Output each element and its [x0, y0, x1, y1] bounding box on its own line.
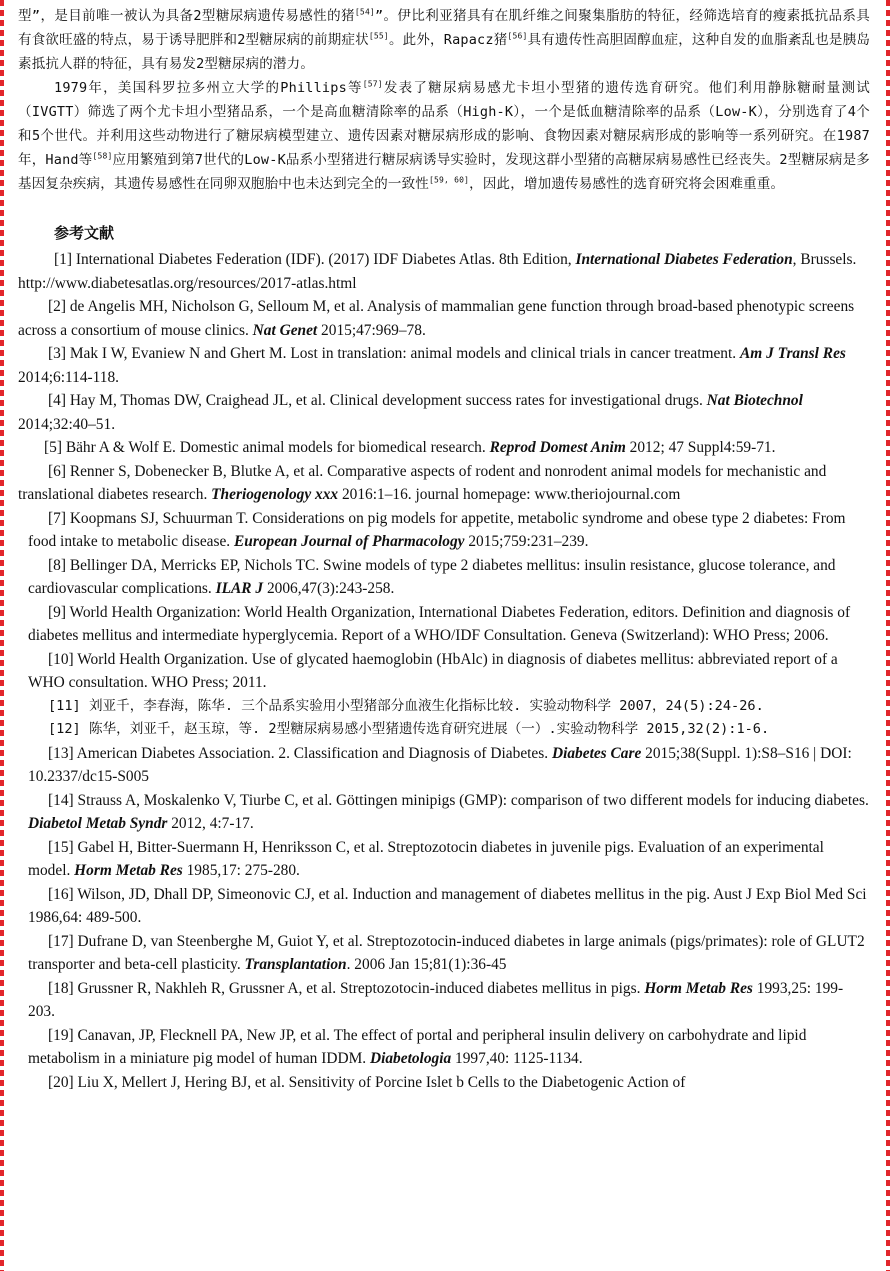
reference-text: Wilson, JD, Dhall DP, Simeonovic CJ, et al. Induction and management of diabetes mellitus in the pig. Aust J Exp Biol Med Sci 1986,64: 489-500. [28, 885, 867, 926]
reference-journal: Nat Biotechnol [706, 392, 803, 409]
reference-text: American Diabetes Association. 2. Classification and Diagnosis of Diabetes. [76, 744, 552, 762]
reference-number: [4] [48, 392, 66, 409]
reference-number: [19] [48, 1026, 74, 1044]
reference-item [18, 930, 870, 977]
reference-journal: Nat Genet [252, 321, 318, 339]
reference-details: 2014;32:40–51. [18, 415, 116, 433]
reference-text: Koopmans SJ, Schuurman T. Considerations on pig models for appetite, metabolic syndrome and obese type 2 diabetes: From food intake to metabolic disease. [28, 509, 846, 550]
reference-journal: Transplantation [244, 956, 347, 973]
reference-item [18, 601, 870, 648]
reference-item [18, 695, 870, 719]
reference-item [18, 1024, 870, 1071]
reference-details: 2012, 4:7-17. [167, 815, 254, 832]
reference-journal: Diabetol Metab Syndr [28, 815, 168, 832]
reference-journal: ILAR J [215, 580, 264, 597]
reference-number: [7] [48, 509, 66, 527]
reference-details: , Brussels. http://www.diabetesatlas.org/resources/2017-atlas.html [18, 251, 857, 292]
reference-details: 1985,17: 275-280. [182, 862, 300, 879]
reference-details: 2015;47:969–78. [317, 321, 426, 339]
reference-text: Strauss A, Moskalenko V, Tiurbe C, et al. Göttingen minipigs (GMP): comparison of two different models for inducing diabetes. [77, 791, 869, 809]
reference-details: 2014;6:114-118. [18, 368, 120, 386]
reference-journal: Horm Metab Res [74, 862, 183, 879]
reference-number: [16] [48, 885, 74, 903]
reference-text: 刘亚千，李春海，陈华. 三个品系实验用小型猪部分血液生化指标比较. 实验动物科学 2007，24(5):24-26. [88, 697, 764, 714]
reference-text: Bellinger DA, Merricks EP, Nichols TC. Swine models of type 2 diabetes mellitus: insulin resistance, glucose tolerance, and cardiovascular complications. [28, 556, 836, 597]
reference-text: Grussner R, Nakhleh R, Grussner A, et al. Streptozotocin-induced diabetes mellitus in pigs. [77, 979, 645, 997]
reference-item [18, 507, 870, 554]
reference-details: 2015;38(Suppl. 1):S8–S16 | DOI: 10.2337/dc15-S005 [28, 744, 852, 785]
reference-journal: Diabetes Care [551, 744, 642, 762]
citation-58: [58] [92, 151, 113, 161]
reference-number: [14] [48, 791, 74, 809]
reference-number: [12] [48, 721, 81, 737]
reference-number: [20] [48, 1073, 74, 1091]
citation-59-60: [59, 60] [429, 175, 470, 185]
reference-item [18, 389, 870, 436]
citation-55: [55] [368, 31, 389, 41]
reference-text: Liu X, Mellert J, Hering BJ, et al. Sensitivity of Porcine Islet b Cells to the Diabetogenic Action of [77, 1073, 686, 1091]
reference-details: 2015;759:231–239. [464, 533, 589, 550]
reference-journal: Theriogenology xxx [211, 486, 339, 503]
references-list [18, 248, 870, 1094]
reference-text: Mak I W, Evaniew N and Ghert M. Lost in translation: animal models and clinical trials in cancer treatment. [69, 345, 740, 362]
reference-item [18, 436, 870, 460]
reference-text: Hay M, Thomas DW, Craighead JL, et al. Clinical development success rates for investigational drugs. [69, 392, 707, 409]
reference-item [18, 342, 870, 389]
reference-text: 陈华，刘亚千，赵玉琼，等. 2型糖尿病易感小型猪遗传选育研究进展（一）.实验动物科学 2015,32(2):1-6. [88, 721, 770, 737]
reference-number: [3] [48, 345, 66, 362]
reference-number: [18] [48, 979, 74, 997]
reference-journal: European Journal of Pharmacology [234, 533, 465, 550]
citation-57: [57] [362, 79, 383, 89]
intro-paragraph-1: 型”，是目前唯一被认为具备2型糖尿病遗传易感性的猪[54]”。伊比利亚猪具有在肌纤维之间聚集脂肪的特征，经筛选培育的瘦素抵抗品系具有食欲旺盛的特点，易于诱导肥胖和2型糖尿病的前期症状[55]。此外，Rapacz猪[56]具有遗传性高胆固醇血症，这种自发的血脂紊乱也是胰岛素抵抗人群的特征，具有易发2型糖尿病的潜力。 [18, 7, 871, 72]
reference-text: de Angelis MH, Nicholson G, Selloum M, et al. Analysis of mammalian gene function through broad-based phenotypic screens across a consortium of mouse clinics. [18, 298, 855, 339]
reference-journal: Diabetologia [369, 1050, 452, 1067]
left-dashed-border [0, 0, 4, 1271]
reference-number: [5] [44, 439, 62, 456]
reference-item [18, 1071, 870, 1095]
reference-number: [6] [48, 462, 66, 480]
intro-section [18, 4, 870, 196]
reference-item [18, 718, 870, 742]
reference-text: World Health Organization. Use of glycated haemoglobin (HbAlc) in diagnosis of diabetes mellitus: abbreviated report of a WHO consultation. WHO Press; 2011. [28, 650, 838, 691]
reference-journal: Am J Transl Res [739, 345, 846, 362]
reference-text: World Health Organization: World Health Organization, International Diabetes Federation, editors. Definition and diagnosis of diabetes mellitus and intermediate hyperglycemia. Report of a WHO/IDF Consultation. Geneva (Switzerland): WHO Press; 2006. [28, 603, 851, 644]
reference-journal: International Diabetes Federation [575, 251, 793, 268]
reference-details: 2012; 47 Suppl4:59-71. [625, 439, 776, 456]
reference-item [18, 554, 870, 601]
reference-details: 2006,47(3):243-258. [263, 580, 395, 597]
reference-number: [10] [48, 650, 74, 668]
document-page [18, 4, 870, 1094]
reference-text: Gabel H, Bitter-Suermann H, Henriksson C, et al. Streptozotocin diabetes in juvenile pigs. Evaluation of an experimental model. [28, 838, 824, 879]
reference-number: [13] [48, 744, 74, 762]
intro-paragraph-2: 1979年，美国科罗拉多州立大学的Phillips等[57]发表了糖尿病易感尤卡坦小型猪的遗传选育研究。他们利用静脉糖耐量测试（IVGTT）筛选了两个尤卡坦小型猪品系，一个是高血糖清除率的品系（High-K），一个是低血糖清除率的品系（Low-K），分别选育了4个和5个世代。并利用这些动物进行了糖尿病模型建立、遗传因素对糖尿病形成的影响、食物因素对糖尿病形成的影响等一系列研究。在1987年，Hand等[58]应用繁殖到第7世代的Low-K品系小型猪进行糖尿病诱导实验时，发现这群小型猪的高糖尿病易感性已经丧失。2型糖尿病是多基因复杂疾病，其遗传易感性在同卵双胞胎中也未达到完全的一致性[59, 60]，因此，增加遗传易感性的选育研究将会困难重重。 [18, 79, 871, 192]
reference-item [18, 295, 870, 342]
reference-item [18, 836, 870, 883]
reference-number: [11] [48, 697, 81, 714]
reference-item [18, 742, 870, 789]
reference-item [18, 248, 870, 295]
reference-number: [15] [48, 838, 74, 856]
reference-details: 1993,25: 199-203. [28, 979, 844, 1020]
citation-54: [54] [354, 7, 375, 17]
reference-text: Bähr A & Wolf E. Domestic animal models for biomedical research. [65, 439, 490, 456]
reference-number: [1] [54, 251, 72, 268]
reference-item [18, 460, 870, 507]
reference-details: 2016:1–16. journal homepage: www.theriojournal.com [338, 486, 681, 503]
reference-text: International Diabetes Federation (IDF). (2017) IDF Diabetes Atlas. 8th Edition, [75, 251, 576, 268]
reference-item [18, 648, 870, 695]
reference-item [18, 789, 870, 836]
reference-number: [17] [48, 932, 74, 950]
reference-details: 1997,40: 1125-1134. [451, 1050, 583, 1067]
reference-item [18, 883, 870, 930]
reference-details: . 2006 Jan 15;81(1):36-45 [346, 956, 507, 973]
reference-journal: Horm Metab Res [644, 979, 753, 997]
reference-journal: Reprod Domest Anim [489, 439, 626, 456]
reference-number: [9] [48, 603, 66, 621]
reference-item [18, 977, 870, 1024]
citation-56: [56] [507, 31, 528, 41]
references-heading: 参考文献 [54, 224, 115, 242]
reference-text: Renner S, Dobenecker B, Blutke A, et al. Comparative aspects of rodent and nonrodent animal models for mechanistic and translational diabetes research. [18, 462, 827, 503]
reference-number: [8] [48, 556, 66, 574]
reference-number: [2] [48, 298, 66, 315]
reference-text: Canavan, JP, Flecknell PA, New JP, et al. The effect of portal and peripheral insulin delivery on carbohydrate and lipid metabolism in a miniature pig model of human IDDM. [28, 1026, 807, 1067]
right-dashed-border [886, 0, 890, 1271]
reference-text: Dufrane D, van Steenberghe M, Guiot Y, et al. Streptozotocin-induced diabetes in large animals (pigs/primates): role of GLUT2 transporter and beta-cell plasticity. [28, 932, 865, 973]
